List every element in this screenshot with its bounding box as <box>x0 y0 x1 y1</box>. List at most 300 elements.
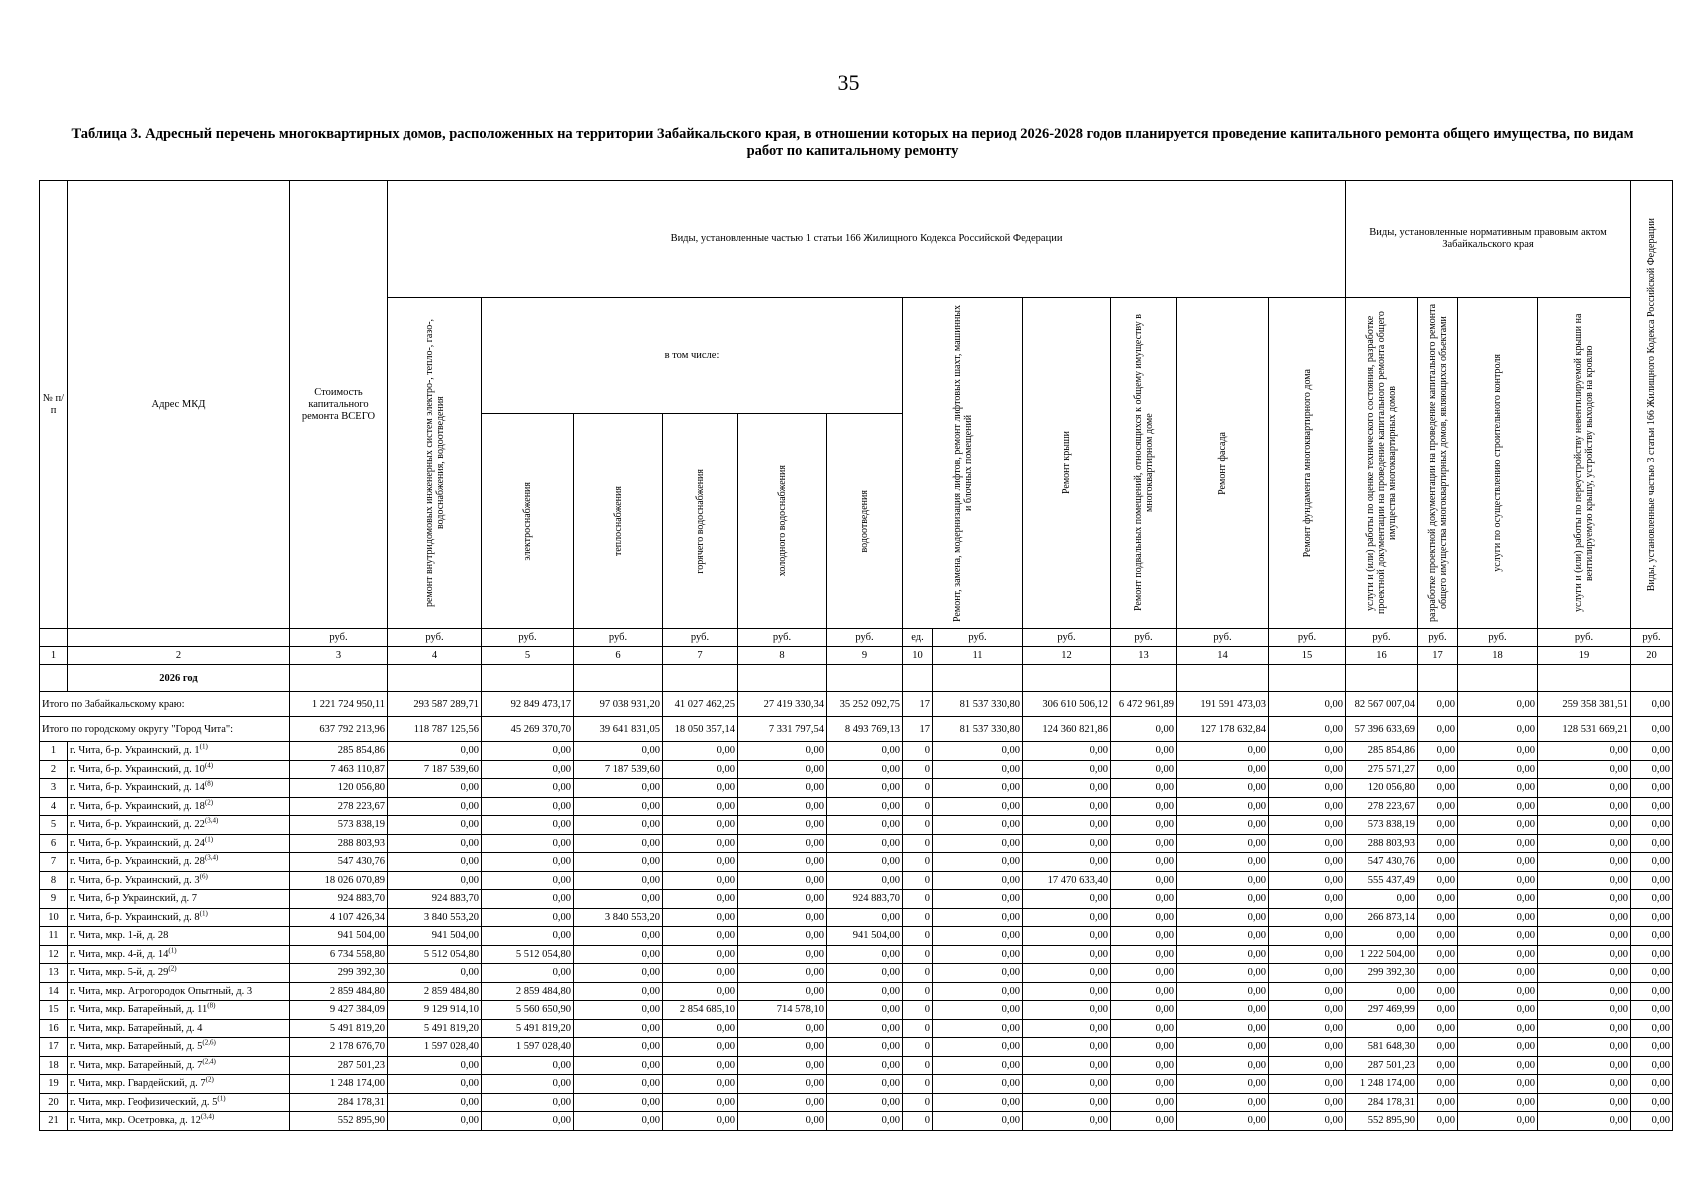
row-value: 0,00 <box>827 760 903 779</box>
row-value: 0,00 <box>1418 797 1458 816</box>
unit-cell: руб. <box>1346 629 1418 647</box>
row-value: 5 491 819,20 <box>388 1019 482 1038</box>
row-value: 0,00 <box>482 1075 574 1094</box>
row-value: 0,00 <box>1111 927 1177 946</box>
row-value: 0,00 <box>1458 1093 1538 1112</box>
row-value: 0,00 <box>1631 779 1673 798</box>
row-value: 0,00 <box>574 871 663 890</box>
row-value: 0,00 <box>482 834 574 853</box>
row-value: 0,00 <box>574 964 663 983</box>
row-value: 0,00 <box>574 816 663 835</box>
column-number-cell: 10 <box>903 647 933 665</box>
total-value: 0,00 <box>1458 717 1538 742</box>
row-value: 0 <box>903 871 933 890</box>
row-value: 0,00 <box>663 871 738 890</box>
row-value: 0,00 <box>933 890 1023 909</box>
row-address-footnote: (2,4) <box>202 1057 216 1066</box>
row-value: 0,00 <box>1111 1075 1177 1094</box>
row-number: 18 <box>40 1056 68 1075</box>
row-value: 0,00 <box>827 1038 903 1057</box>
row-value: 0,00 <box>933 964 1023 983</box>
row-value: 0,00 <box>482 1093 574 1112</box>
row-value: 0,00 <box>738 982 827 1001</box>
row-value: 0,00 <box>663 1019 738 1038</box>
row-value: 299 392,30 <box>1346 964 1418 983</box>
row-address-footnote: (3,4) <box>204 816 219 825</box>
row-value: 0,00 <box>1177 1038 1269 1057</box>
row-value: 0,00 <box>388 1075 482 1094</box>
row-value: 0,00 <box>827 945 903 964</box>
row-address-footnote: (1) <box>204 835 214 844</box>
row-address-footnote: (1) <box>217 1094 226 1103</box>
total-value: 1 221 724 950,11 <box>290 692 388 717</box>
table-row <box>40 853 1673 872</box>
row-value: 0,00 <box>1631 760 1673 779</box>
row-value: 0,00 <box>738 1112 827 1131</box>
row-value: 0,00 <box>388 1056 482 1075</box>
row-value: 0,00 <box>1111 908 1177 927</box>
row-value: 0,00 <box>1269 1112 1346 1131</box>
row-address <box>68 945 290 964</box>
row-value: 0,00 <box>1631 908 1673 927</box>
header-cost-total: Стоимость капитального ремонта ВСЕГО <box>290 181 388 629</box>
row-value: 0,00 <box>1538 1038 1631 1057</box>
row-value: 1 248 174,00 <box>1346 1075 1418 1094</box>
total-value: 293 587 289,71 <box>388 692 482 717</box>
row-value: 0,00 <box>574 1093 663 1112</box>
row-value: 0,00 <box>1111 1056 1177 1075</box>
row-address <box>68 779 290 798</box>
row-value: 0,00 <box>1538 760 1631 779</box>
row-value: 0,00 <box>1538 890 1631 909</box>
column-number-cell: 13 <box>1111 647 1177 665</box>
row-address <box>68 964 290 983</box>
total-value: 97 038 931,20 <box>574 692 663 717</box>
row-value: 0,00 <box>663 1093 738 1112</box>
column-number-cell: 16 <box>1346 647 1418 665</box>
row-value: 1 597 028,40 <box>388 1038 482 1057</box>
row-number: 4 <box>40 797 68 816</box>
header-col20-text: Виды, установленные частью 3 статьи 166 Жилищного Кодекса Российской Федерации <box>1646 217 1657 592</box>
row-address <box>68 1112 290 1131</box>
total-value: 17 <box>903 692 933 717</box>
row-value: 0,00 <box>827 1112 903 1131</box>
unit-cell: руб. <box>1418 629 1458 647</box>
row-value: 0,00 <box>1458 760 1538 779</box>
row-value: 0,00 <box>388 816 482 835</box>
column-number-cell: 3 <box>290 647 388 665</box>
row-value: 0,00 <box>388 834 482 853</box>
row-address-text: г. Чита, б-р. Украинский, д. 10 <box>70 763 205 775</box>
row-value: 0,00 <box>738 1019 827 1038</box>
row-number: 19 <box>40 1075 68 1094</box>
row-value: 0,00 <box>1111 890 1177 909</box>
row-value: 0,00 <box>1269 1038 1346 1057</box>
row-value: 0,00 <box>388 871 482 890</box>
row-value: 0,00 <box>738 945 827 964</box>
row-value: 0,00 <box>482 760 574 779</box>
total-value: 81 537 330,80 <box>933 692 1023 717</box>
row-value: 552 895,90 <box>290 1112 388 1131</box>
table-row <box>40 908 1673 927</box>
row-address-footnote: (1) <box>199 742 208 751</box>
header-col6 <box>574 414 663 629</box>
row-value: 0,00 <box>933 945 1023 964</box>
table-row <box>40 834 1673 853</box>
header-including: в том числе: <box>482 298 903 414</box>
row-value: 581 648,30 <box>1346 1038 1418 1057</box>
row-address-footnote: (3,4) <box>200 1112 215 1121</box>
row-value: 0,00 <box>663 1112 738 1131</box>
total-value: 0,00 <box>1418 692 1458 717</box>
row-value: 924 883,70 <box>388 890 482 909</box>
total-value: 127 178 632,84 <box>1177 717 1269 742</box>
row-value: 0,00 <box>1458 871 1538 890</box>
row-value: 0,00 <box>663 927 738 946</box>
row-value: 0,00 <box>1269 982 1346 1001</box>
row-value: 0,00 <box>663 982 738 1001</box>
row-value: 0,00 <box>1458 1001 1538 1020</box>
row-value: 0,00 <box>1177 1075 1269 1094</box>
unit-cell: руб. <box>290 629 388 647</box>
row-value: 0 <box>903 1075 933 1094</box>
row-address-text: г. Чита, б-р. Украинский, д. 3 <box>70 874 200 886</box>
row-value: 0,00 <box>1023 797 1111 816</box>
total-value: 57 396 633,69 <box>1346 717 1418 742</box>
row-value: 573 838,19 <box>290 816 388 835</box>
row-value: 0,00 <box>1418 742 1458 761</box>
row-value: 0,00 <box>1111 853 1177 872</box>
row-value: 0,00 <box>1269 908 1346 927</box>
header-col15-text: Ремонт фундамента многоквартирного дома <box>1301 368 1313 558</box>
row-address-text: г. Чита, мкр. Осетровка, д. 12 <box>70 1115 201 1127</box>
row-value: 0,00 <box>1538 1056 1631 1075</box>
row-value: 284 178,31 <box>290 1093 388 1112</box>
row-value: 288 803,93 <box>1346 834 1418 853</box>
row-value: 5 560 650,90 <box>482 1001 574 1020</box>
row-value: 0,00 <box>827 797 903 816</box>
table-body <box>40 665 1673 1131</box>
column-number-cell: 15 <box>1269 647 1346 665</box>
row-value: 285 854,86 <box>290 742 388 761</box>
row-value: 0,00 <box>574 890 663 909</box>
row-value: 0,00 <box>738 742 827 761</box>
row-value: 0,00 <box>1111 779 1177 798</box>
header-col8-text: холодного водоснабжения <box>776 465 788 577</box>
table-row <box>40 982 1673 1001</box>
row-value: 0,00 <box>482 797 574 816</box>
row-value: 0 <box>903 1093 933 1112</box>
row-number: 8 <box>40 871 68 890</box>
row-value: 0,00 <box>1111 742 1177 761</box>
row-value: 0,00 <box>738 871 827 890</box>
row-value: 0,00 <box>1418 1075 1458 1094</box>
header-group-regional: Виды, установленные нормативным правовым актом Забайкальского края <box>1346 181 1631 298</box>
row-address-text: г. Чита, б-р. Украинский, д. 28 <box>70 856 205 868</box>
row-value: 0,00 <box>1269 1001 1346 1020</box>
total-value: 0,00 <box>1269 692 1346 717</box>
row-value: 0,00 <box>574 797 663 816</box>
row-value: 7 463 110,87 <box>290 760 388 779</box>
row-value: 0,00 <box>663 964 738 983</box>
header-col4-text: ремонт внутридомовых инженерных систем электро-, тепло-, газо-, водоснабжения, водоотведения <box>423 318 446 608</box>
row-value: 0 <box>903 797 933 816</box>
unit-cell: руб. <box>1269 629 1346 647</box>
row-value: 0,00 <box>1631 945 1673 964</box>
row-value: 0,00 <box>1458 1038 1538 1057</box>
row-value: 0,00 <box>933 982 1023 1001</box>
row-address-footnote: (8) <box>207 1001 216 1010</box>
row-value: 0,00 <box>663 945 738 964</box>
total-value: 41 027 462,25 <box>663 692 738 717</box>
row-value: 0 <box>903 816 933 835</box>
row-value: 0,00 <box>1418 779 1458 798</box>
total-value: 637 792 213,96 <box>290 717 388 742</box>
row-address <box>68 760 290 779</box>
header-col20 <box>1631 181 1673 629</box>
unit-cell: руб. <box>1023 629 1111 647</box>
table-row <box>40 890 1673 909</box>
row-value: 0,00 <box>1418 816 1458 835</box>
row-address <box>68 1093 290 1112</box>
row-value: 5 512 054,80 <box>388 945 482 964</box>
row-value: 0,00 <box>1631 1019 1673 1038</box>
row-value: 0,00 <box>574 853 663 872</box>
row-address <box>68 1038 290 1057</box>
row-value: 0,00 <box>1458 964 1538 983</box>
row-value: 0 <box>903 908 933 927</box>
row-value: 278 223,67 <box>290 797 388 816</box>
row-address-footnote: (6) <box>199 872 208 881</box>
row-value: 924 883,70 <box>827 890 903 909</box>
column-number-cell: 12 <box>1023 647 1111 665</box>
table-row <box>40 871 1673 890</box>
row-value: 0,00 <box>933 927 1023 946</box>
row-value: 0,00 <box>1418 982 1458 1001</box>
row-address-footnote: (1) <box>199 909 208 918</box>
row-value: 0,00 <box>933 816 1023 835</box>
row-value: 287 501,23 <box>290 1056 388 1075</box>
row-address-text: г. Чита, мкр. Батарейный, д. 7 <box>70 1059 203 1071</box>
row-value: 0,00 <box>933 908 1023 927</box>
row-value: 714 578,10 <box>738 1001 827 1020</box>
row-value: 0,00 <box>1023 1075 1111 1094</box>
row-value: 0,00 <box>574 1038 663 1057</box>
header-col13 <box>1111 298 1177 629</box>
row-value: 0,00 <box>1538 945 1631 964</box>
row-value: 2 859 484,80 <box>290 982 388 1001</box>
row-value: 0 <box>903 964 933 983</box>
row-value: 0,00 <box>482 779 574 798</box>
unit-cell: руб. <box>1111 629 1177 647</box>
unit-cell <box>68 629 290 647</box>
row-value: 0,00 <box>1023 1112 1111 1131</box>
column-number-cell: 19 <box>1538 647 1631 665</box>
row-value: 0,00 <box>1111 760 1177 779</box>
table-row <box>40 779 1673 798</box>
row-value: 0,00 <box>1177 779 1269 798</box>
header-col14-text: Ремонт фасада <box>1217 431 1228 495</box>
row-value: 0,00 <box>738 760 827 779</box>
column-number-cell: 5 <box>482 647 574 665</box>
table-row <box>40 1093 1673 1112</box>
row-value: 0,00 <box>482 890 574 909</box>
total-value: 191 591 473,03 <box>1177 692 1269 717</box>
unit-cell: руб. <box>1631 629 1673 647</box>
row-value: 0,00 <box>388 964 482 983</box>
row-value: 0,00 <box>933 1019 1023 1038</box>
row-value: 0,00 <box>574 927 663 946</box>
row-address <box>68 1019 290 1038</box>
row-number: 1 <box>40 742 68 761</box>
row-value: 2 178 676,70 <box>290 1038 388 1057</box>
row-value: 0,00 <box>1346 1019 1418 1038</box>
row-address-text: г. Чита, мкр. Батарейный, д. 4 <box>70 1022 203 1034</box>
row-value: 0,00 <box>1177 1112 1269 1131</box>
row-value: 0,00 <box>574 779 663 798</box>
row-value: 0,00 <box>1023 1001 1111 1020</box>
row-number: 20 <box>40 1093 68 1112</box>
header-col5 <box>482 414 574 629</box>
total-value: 81 537 330,80 <box>933 717 1023 742</box>
row-value: 0,00 <box>1177 945 1269 964</box>
header-address: Адрес МКД <box>68 181 290 629</box>
row-value: 0,00 <box>482 1056 574 1075</box>
table-row <box>40 1001 1673 1020</box>
row-address-text: г. Чита, мкр. 4-й, д. 14 <box>70 948 169 960</box>
row-value: 0,00 <box>1023 1093 1111 1112</box>
total-row <box>40 717 1673 742</box>
row-value: 0,00 <box>663 890 738 909</box>
row-value: 1 222 504,00 <box>1346 945 1418 964</box>
row-value: 0,00 <box>1177 797 1269 816</box>
row-value: 7 187 539,60 <box>574 760 663 779</box>
row-address <box>68 1056 290 1075</box>
row-value: 0,00 <box>663 1056 738 1075</box>
row-value: 0,00 <box>1458 816 1538 835</box>
row-number: 16 <box>40 1019 68 1038</box>
row-value: 0,00 <box>1538 834 1631 853</box>
row-value: 0,00 <box>1269 779 1346 798</box>
row-value: 0,00 <box>1023 760 1111 779</box>
row-address-text: г. Чита, б-р. Украинский, д. 14 <box>70 782 205 794</box>
row-value: 0,00 <box>1538 982 1631 1001</box>
row-value: 0,00 <box>738 1093 827 1112</box>
row-value: 0,00 <box>1177 1093 1269 1112</box>
row-address-footnote: (2) <box>168 964 177 973</box>
row-value: 9 129 914,10 <box>388 1001 482 1020</box>
row-value: 0,00 <box>1458 779 1538 798</box>
row-value: 0,00 <box>1111 816 1177 835</box>
total-value: 17 <box>903 717 933 742</box>
row-value: 0,00 <box>1418 853 1458 872</box>
row-value: 0 <box>903 760 933 779</box>
row-value: 0,00 <box>1538 742 1631 761</box>
total-label: Итого по городскому округу "Город Чита": <box>40 717 290 742</box>
row-address-footnote: (2) <box>205 1075 214 1084</box>
row-value: 120 056,80 <box>290 779 388 798</box>
row-value: 0,00 <box>1023 982 1111 1001</box>
row-value: 17 470 633,40 <box>1023 871 1111 890</box>
row-value: 0,00 <box>1177 816 1269 835</box>
row-value: 0,00 <box>1269 760 1346 779</box>
row-value: 0,00 <box>1177 927 1269 946</box>
unit-cell: руб. <box>388 629 482 647</box>
table-row <box>40 1075 1673 1094</box>
row-value: 0,00 <box>1458 797 1538 816</box>
row-value: 0 <box>903 853 933 872</box>
row-value: 0 <box>903 1038 933 1057</box>
row-number: 5 <box>40 816 68 835</box>
total-value: 0,00 <box>1269 717 1346 742</box>
row-value: 297 469,99 <box>1346 1001 1418 1020</box>
row-value: 0,00 <box>1538 1112 1631 1131</box>
total-row <box>40 692 1673 717</box>
row-value: 0,00 <box>933 760 1023 779</box>
row-value: 5 491 819,20 <box>290 1019 388 1038</box>
row-value: 0,00 <box>1269 834 1346 853</box>
row-value: 0,00 <box>933 742 1023 761</box>
row-address <box>68 742 290 761</box>
row-value: 0,00 <box>1177 908 1269 927</box>
column-number-cell: 11 <box>933 647 1023 665</box>
header-col7 <box>663 414 738 629</box>
column-number-cell: 7 <box>663 647 738 665</box>
row-address <box>68 908 290 927</box>
page-number: 35 <box>837 70 860 95</box>
row-value: 0,00 <box>738 890 827 909</box>
row-value: 0,00 <box>1631 927 1673 946</box>
row-value: 0,00 <box>1269 1056 1346 1075</box>
row-number: 13 <box>40 964 68 983</box>
table-row <box>40 816 1673 835</box>
row-value: 547 430,76 <box>290 853 388 872</box>
row-value: 0,00 <box>482 742 574 761</box>
header-col18 <box>1458 298 1538 629</box>
row-value: 0,00 <box>1346 982 1418 1001</box>
row-value: 0,00 <box>482 927 574 946</box>
total-value: 259 358 381,51 <box>1538 692 1631 717</box>
row-value: 0,00 <box>1538 871 1631 890</box>
row-value: 0,00 <box>482 816 574 835</box>
table-row <box>40 964 1673 983</box>
row-value: 0,00 <box>933 797 1023 816</box>
column-number-cell: 9 <box>827 647 903 665</box>
row-value: 288 803,93 <box>290 834 388 853</box>
row-value: 0 <box>903 1001 933 1020</box>
row-value: 0,00 <box>1269 1075 1346 1094</box>
row-value: 0,00 <box>1458 982 1538 1001</box>
row-value: 0,00 <box>1631 1038 1673 1057</box>
total-value: 124 360 821,86 <box>1023 717 1111 742</box>
header-col16 <box>1346 298 1418 629</box>
row-value: 0,00 <box>1023 1056 1111 1075</box>
row-value: 0,00 <box>1458 1056 1538 1075</box>
row-value: 299 392,30 <box>290 964 388 983</box>
row-value: 0 <box>903 1019 933 1038</box>
row-value: 0,00 <box>1538 1075 1631 1094</box>
row-number: 2 <box>40 760 68 779</box>
total-value: 82 567 007,04 <box>1346 692 1418 717</box>
header-col5-text: электроснабжения <box>522 481 533 561</box>
column-number-cell: 4 <box>388 647 482 665</box>
row-value: 0,00 <box>1458 1075 1538 1094</box>
row-value: 0,00 <box>1111 945 1177 964</box>
row-number: 17 <box>40 1038 68 1057</box>
row-value: 0,00 <box>1269 871 1346 890</box>
row-address-text: г. Чита, б-р. Украинский, д. 18 <box>70 800 205 812</box>
row-value: 0,00 <box>1631 853 1673 872</box>
